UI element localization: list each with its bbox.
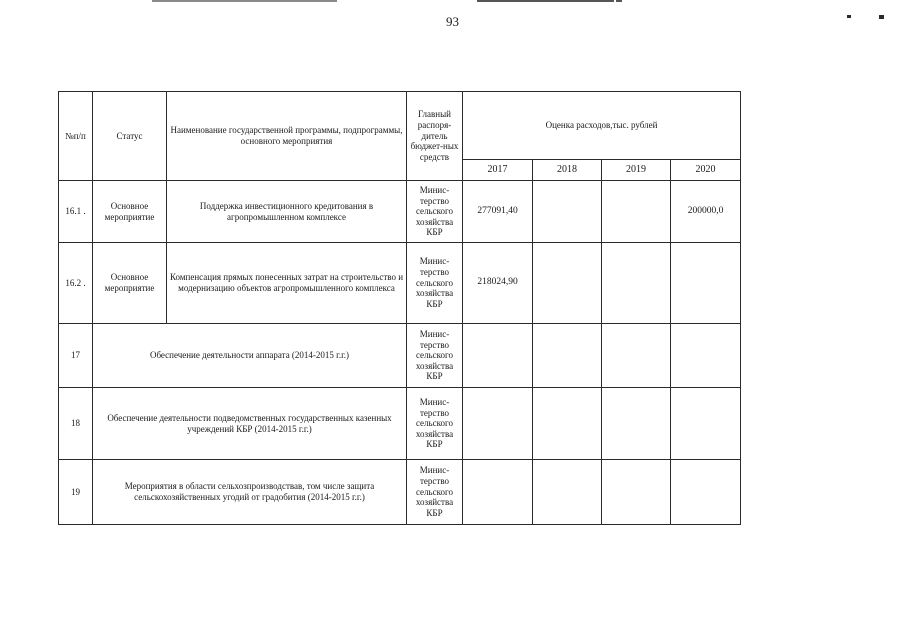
- header-status: Статус: [93, 92, 167, 181]
- row-value-2020: [671, 324, 741, 388]
- row-value-2019: [602, 181, 671, 243]
- row-manager: Минис-терство сельского хозяйства КБР: [407, 460, 463, 525]
- row-status: Основное мероприятие: [93, 243, 167, 324]
- row-value-2017: [463, 388, 533, 460]
- header-num: №п/п: [59, 92, 93, 181]
- row-value-2019: [602, 324, 671, 388]
- row-num: 18: [59, 388, 93, 460]
- row-value-2017: [463, 460, 533, 525]
- table-row: [59, 388, 741, 460]
- row-num: 17: [59, 324, 93, 388]
- row-value-2020: 200000,0: [671, 181, 741, 243]
- row-value-2018: [533, 243, 602, 324]
- row-value-2017: 277091,40: [463, 181, 533, 243]
- header-estimate: Оценка расходов,тыс. рублей: [463, 92, 741, 160]
- row-value-2019: [602, 243, 671, 324]
- table-row: [59, 243, 741, 324]
- header-year-2018: 2018: [533, 160, 602, 181]
- row-merged-name: Мероприятия в области сельхозпроизводствав, том числе защита сельскохозяйственных угодий от градобития (2014-2015 г.г.): [93, 460, 407, 525]
- row-name: Поддержка инвестиционного кредитования в агропромышленном комплексе: [167, 181, 407, 243]
- row-status: Основное мероприятие: [93, 181, 167, 243]
- row-value-2018: [533, 460, 602, 525]
- row-value-2018: [533, 181, 602, 243]
- scan-mark: [616, 0, 622, 2]
- header-row: [59, 92, 741, 160]
- row-value-2019: [602, 460, 671, 525]
- scan-mark: [152, 0, 337, 2]
- row-merged-name: Обеспечение деятельности подведомственных государственных казенных учреждений КБР (2014-2015 г.г.): [93, 388, 407, 460]
- header-year-2020: 2020: [671, 160, 741, 181]
- row-manager: Минис-терство сельского хозяйства КБР: [407, 181, 463, 243]
- row-num: 19: [59, 460, 93, 525]
- row-manager: Минис-терство сельского хозяйства КБР: [407, 388, 463, 460]
- header-year-2019: 2019: [602, 160, 671, 181]
- row-value-2017: [463, 324, 533, 388]
- row-value-2018: [533, 324, 602, 388]
- page-number: 93: [446, 14, 459, 29]
- row-value-2020: [671, 243, 741, 324]
- row-value-2019: [602, 388, 671, 460]
- table-row: [59, 324, 741, 388]
- row-value-2020: [671, 460, 741, 525]
- header-manager: Главный распоря-дитель бюджет-ных средств: [407, 92, 463, 181]
- table-row: [59, 460, 741, 525]
- budget-table: [58, 91, 741, 525]
- row-manager: Минис-терство сельского хозяйства КБР: [407, 324, 463, 388]
- row-num: 16.2 .: [59, 243, 93, 324]
- scan-mark: [477, 0, 614, 2]
- row-value-2017: 218024,90: [463, 243, 533, 324]
- row-merged-name: Обеспечение деятельности аппарата (2014-2015 г.г.): [93, 324, 407, 388]
- table-row: [59, 181, 741, 243]
- row-value-2018: [533, 388, 602, 460]
- row-num: 16.1 .: [59, 181, 93, 243]
- header-year-2017: 2017: [463, 160, 533, 181]
- header-name: Наименование государственной программы, подпрограммы, основного мероприятия: [167, 92, 407, 181]
- row-manager: Минис-терство сельского хозяйства КБР: [407, 243, 463, 324]
- row-name: Компенсация прямых понесенных затрат на строительство и модернизацию объектов агропромышленного комплекса: [167, 243, 407, 324]
- row-value-2020: [671, 388, 741, 460]
